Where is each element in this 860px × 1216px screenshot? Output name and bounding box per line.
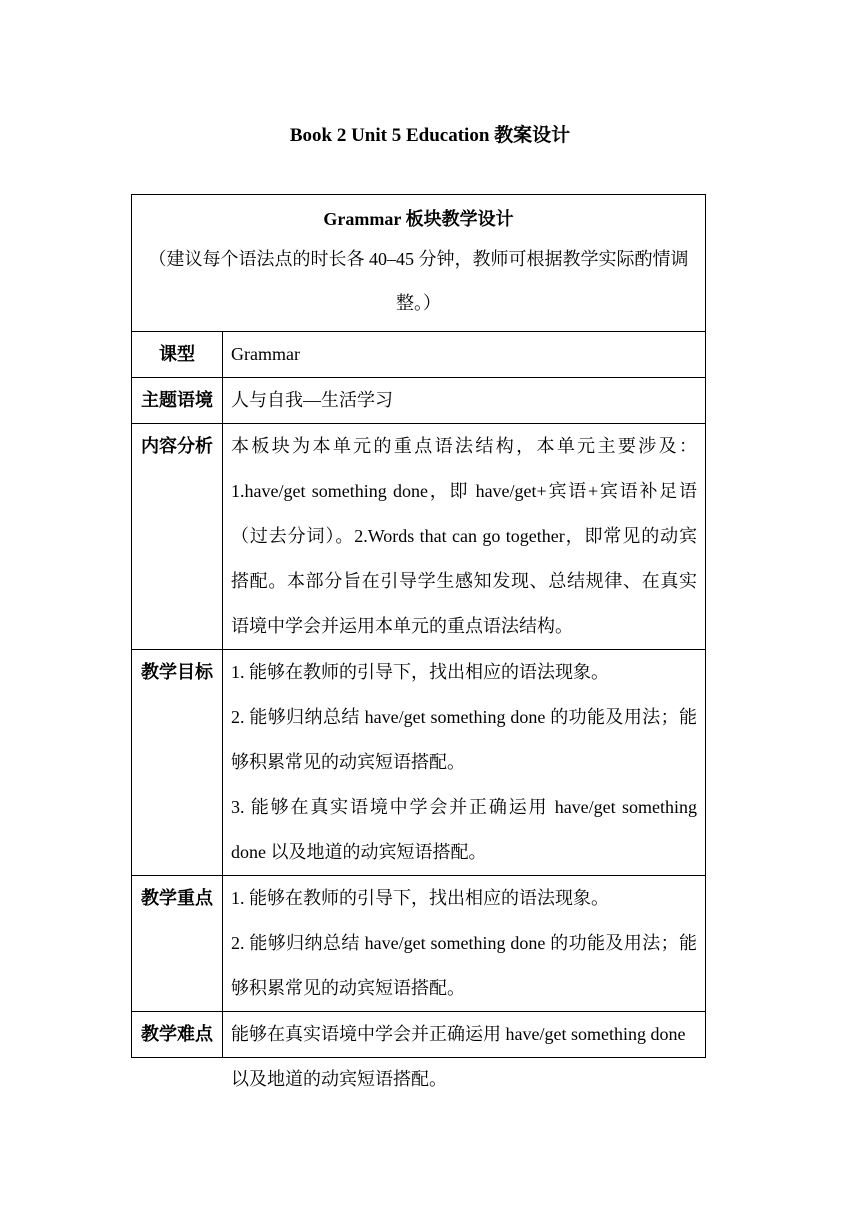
content-line: 1. 能够在教师的引导下，找出相应的语法现象。 (231, 888, 609, 908)
content-line: 本板块为本单元的重点语法结构，本单元主要涉及：1.have/get something done，即 have/get+宾语+宾语补足语（过去分词）。2.Words that can go together，即常见的动宾搭配。本部分旨在引导学生感知发现、总结规律、在真实语境中学会并运用本单元的重点语法结构。 (231, 436, 697, 636)
row-label: 主题语境 (132, 378, 223, 424)
section-title: Grammar 板块教学设计 (323, 209, 514, 229)
row-label: 教学重点 (132, 876, 223, 1012)
row-content (223, 424, 706, 650)
row-label: 教学难点 (132, 1012, 223, 1058)
row-content (223, 332, 706, 378)
table-row (132, 378, 706, 424)
row-content (223, 650, 706, 876)
content-line: Grammar (231, 344, 300, 364)
content-line: 2. 能够归纳总结 have/get something done 的功能及用法；能够积累常见的动宾短语搭配。 (231, 707, 697, 772)
content-line: 3. 能够在真实语境中学会并正确运用 have/get something done 以及地道的动宾短语搭配。 (231, 797, 697, 862)
document-title: Book 2 Unit 5 Education 教案设计 (289, 125, 571, 146)
table-row (132, 424, 706, 650)
content-line: 2. 能够归纳总结 have/get something done 的功能及用法；能够积累常见的动宾短语搭配。 (231, 933, 697, 998)
table-row (132, 332, 706, 378)
content-line: 能够在真实语境中学会并正确运用 have/get something done 以及地道的动宾短语搭配。 (231, 1024, 686, 1089)
row-content (223, 378, 706, 424)
row-label: 课型 (132, 332, 223, 378)
row-content (223, 1012, 706, 1089)
row-label: 教学目标 (132, 650, 223, 876)
row-label: 内容分析 (132, 424, 223, 650)
section-note: （建议每个语法点的时长各 40–45 分钟，教师可根据教学实际酌情调整。） (148, 249, 689, 313)
lesson-plan-table (131, 194, 706, 1089)
table-header-cell (132, 195, 706, 332)
content-line: 人与自我—生活学习 (231, 390, 393, 410)
table-header-row (132, 195, 706, 332)
row-content (223, 876, 706, 1012)
content-line: 1. 能够在教师的引导下，找出相应的语法现象。 (231, 662, 609, 682)
table-row (132, 650, 706, 876)
table-row (132, 876, 706, 1012)
table-row (132, 1012, 706, 1058)
